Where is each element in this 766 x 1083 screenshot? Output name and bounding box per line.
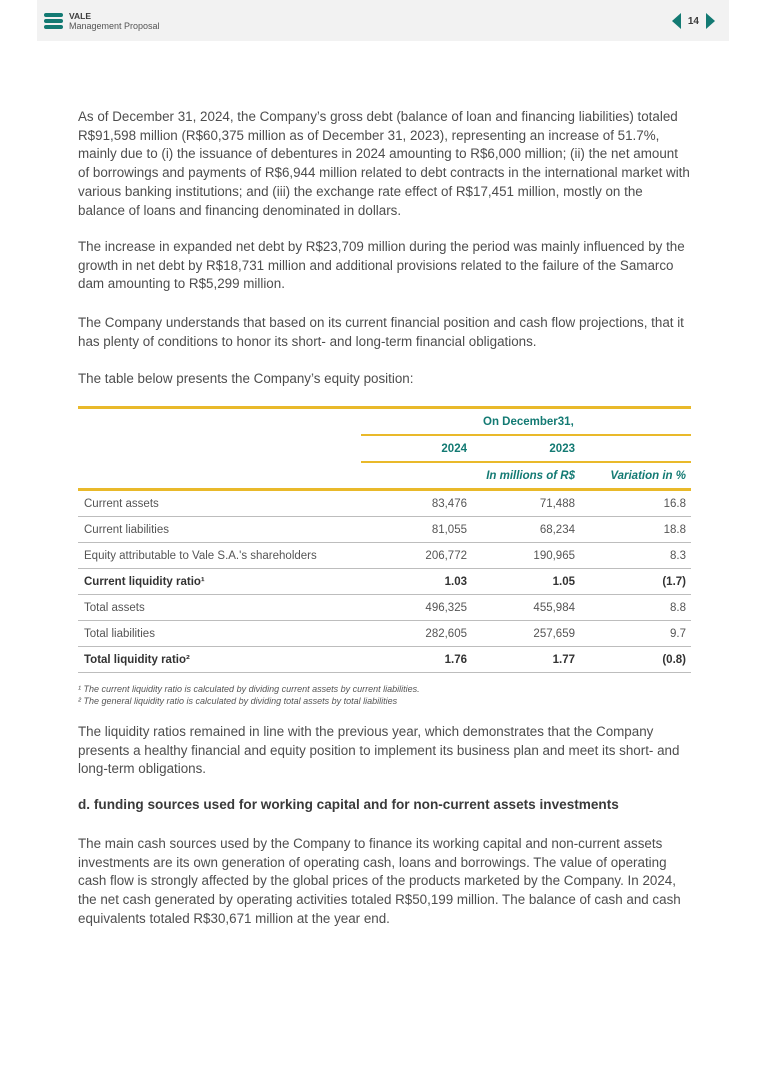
value-2024: 496,325 [425, 602, 467, 614]
paragraph-cash-sources: The main cash sources used by the Company to finance its working capital and non-current assets investments are its own generation of operating cash, loans and borrowings. The value of operating cash flow is strongly affected by the global prices of the products marketed by the Company. In 2024, the net cash generated by operating activities totaled R$50,199 million. The balance of cash and cash equivalents totaled R$30,671 million at the year end. [78, 836, 681, 926]
value-2024: 83,476 [431, 498, 467, 510]
paragraph-table-intro: The table below presents the Company’s equity position: [78, 371, 414, 386]
value-variation: 9.7 [670, 628, 686, 640]
row-label: Current liquidity ratio¹ [84, 576, 205, 588]
row-label: Total liabilities [84, 628, 155, 640]
value-variation: 16.8 [663, 498, 686, 510]
value-variation: (1.7) [662, 576, 686, 588]
arrow-right-icon[interactable] [706, 13, 715, 29]
footnote-1: ¹ The current liquidity ratio is calculated by dividing current assets by current liabilities. [78, 684, 420, 694]
variation-label: Variation in % [610, 470, 686, 482]
table-footnotes [78, 683, 691, 707]
value-2023: 68,234 [539, 524, 575, 536]
value-2024: 1.76 [444, 654, 467, 666]
table-row-total [78, 569, 691, 595]
table-row [78, 491, 691, 517]
arrow-left-icon[interactable] [672, 13, 681, 29]
equity-position-table [78, 406, 691, 673]
value-variation: 18.8 [663, 524, 686, 536]
value-2024: 81,055 [431, 524, 467, 536]
value-2023: 190,965 [533, 550, 575, 562]
paragraph-net-debt: The increase in expanded net debt by R$23,709 million during the period was mainly influenced by the growth in net debt by R$18,731 million and additional provisions related to the failure of the Samarco dam amounting to R$5,299 million. [78, 239, 685, 292]
table-row-total [78, 647, 691, 673]
table-year-header [78, 436, 691, 461]
paragraph-liquidity: The liquidity ratios remained in line with the previous year, which demonstrates that the Company presents a healthy financial and equity position to implement its business plan and meet its short- and long-term obligations. [78, 724, 680, 777]
value-variation: 8.8 [670, 602, 686, 614]
paragraph-gross-debt: As of December 31, 2024, the Company’s gross debt (balance of loan and financing liabilities) totaled R$91,598 million (R$60,375 million as of December 31, 2023), representing an increase of 51.7%, mainly due to (i) the issuance of debentures in 2024 amounting to R$6,000 million; (ii) the net amount of borrowings and payments of R$6,944 million related to debt contracts in the international market with various banking institutions; and (iii) the exchange rate effect of R$17,451 million, mostly on the balance of loans and financing denominated in dollars. [78, 109, 690, 218]
unit-label: In millions of R$ [486, 470, 575, 482]
value-2023: 1.05 [552, 576, 575, 588]
value-2024: 282,605 [425, 628, 467, 640]
group-header-label: On December31, [483, 416, 574, 428]
row-label: Current assets [84, 498, 159, 510]
value-2023: 455,984 [533, 602, 575, 614]
row-label: Current liabilities [84, 524, 170, 536]
header-2023: 2023 [549, 443, 575, 455]
table-row [78, 517, 691, 543]
row-label: Total assets [84, 602, 145, 614]
brand-name: VALE [69, 11, 92, 21]
document-header [37, 0, 729, 41]
menu-lines-icon[interactable] [44, 13, 63, 29]
table-row [78, 595, 691, 621]
value-variation: 8.3 [670, 550, 686, 562]
row-label: Equity attributable to Vale S.A.'s shareholders [84, 550, 317, 562]
paragraph-financial-position: The Company understands that based on its current financial position and cash flow projections, that it has plenty of conditions to honor its short- and long-term financial obligations. [78, 315, 684, 349]
table-group-header [78, 409, 691, 434]
row-label: Total liquidity ratio² [84, 654, 190, 666]
section-heading: d. funding sources used for working capital and for non-current assets investments [78, 797, 619, 812]
footnote-2: ² The general liquidity ratio is calculated by dividing total assets by total liabilities [78, 696, 398, 706]
value-2023: 257,659 [533, 628, 575, 640]
value-2023: 1.77 [552, 654, 575, 666]
header-2024: 2024 [441, 443, 467, 455]
table-row [78, 543, 691, 569]
value-variation: (0.8) [662, 654, 686, 666]
page-number: 14 [687, 15, 699, 27]
value-2023: 71,488 [539, 498, 575, 510]
page-navigator [672, 13, 715, 29]
document-subtitle: Management Proposal [69, 21, 160, 31]
table-unit-header [78, 463, 691, 488]
value-2024: 206,772 [425, 550, 467, 562]
table-row [78, 621, 691, 647]
value-2024: 1.03 [444, 576, 467, 588]
